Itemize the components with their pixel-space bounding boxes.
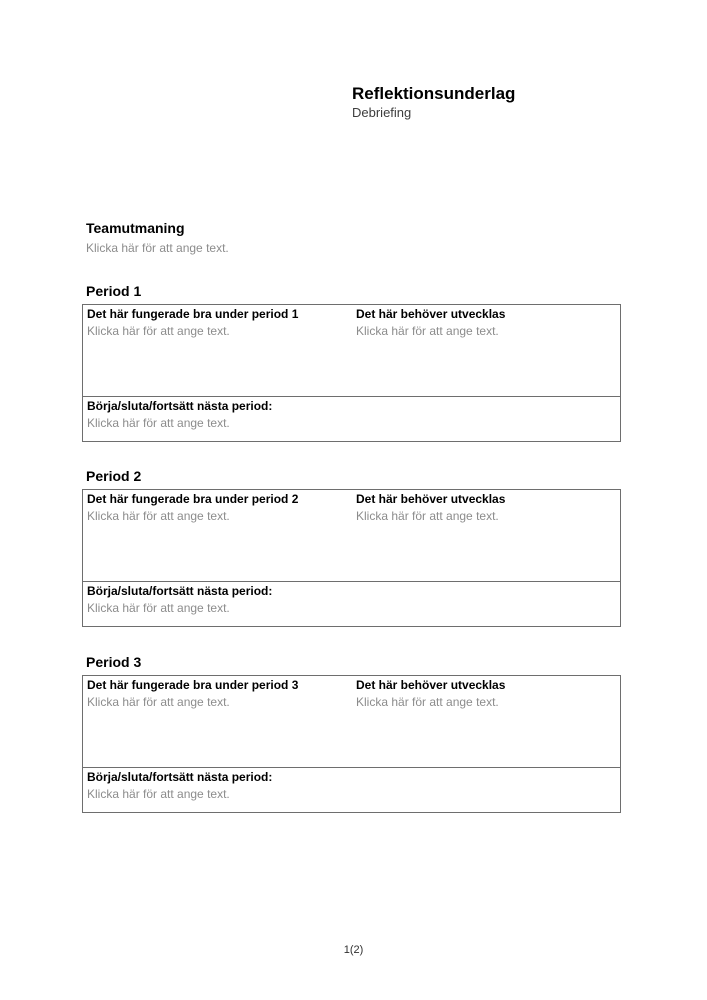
team-challenge-section (86, 220, 229, 255)
period-1-needs-development-header: Det här behöver utvecklas (356, 307, 506, 321)
period-2-start-stop-continue-header: Börja/sluta/fortsätt nästa period: (87, 584, 273, 598)
period-1-section (82, 283, 621, 442)
document-title: Reflektionsunderlag (352, 84, 516, 103)
period-1-table (82, 304, 621, 442)
team-challenge-heading: Teamutmaning (86, 220, 185, 236)
period-3-needs-development-placeholder[interactable]: Klicka här för att ange text. (356, 695, 499, 709)
period-1-heading: Period 1 (86, 283, 142, 299)
period-3-worked-well-header: Det här fungerade bra under period 3 (87, 678, 299, 692)
period-1-worked-well-cell (83, 305, 352, 396)
period-1-start-stop-continue-header: Börja/sluta/fortsätt nästa period: (87, 399, 273, 413)
document-subtitle: Debriefing (352, 105, 412, 120)
period-2-needs-development-placeholder[interactable]: Klicka här för att ange text. (356, 509, 499, 523)
period-3-start-stop-continue-placeholder[interactable]: Klicka här för att ange text. (87, 787, 230, 801)
period-2-start-stop-continue-placeholder[interactable]: Klicka här för att ange text. (87, 601, 230, 615)
period-3-top-row (83, 676, 620, 767)
period-3-start-stop-continue-cell (83, 767, 620, 812)
period-1-worked-well-placeholder[interactable]: Klicka här för att ange text. (87, 324, 230, 338)
period-2-start-stop-continue-cell (83, 581, 620, 626)
document-header (352, 84, 515, 121)
period-2-worked-well-cell (83, 490, 352, 581)
period-3-section (82, 654, 621, 813)
period-1-worked-well-header: Det här fungerade bra under period 1 (87, 307, 299, 321)
period-2-table (82, 489, 621, 627)
period-3-start-stop-continue-header: Börja/sluta/fortsätt nästa period: (87, 770, 273, 784)
period-3-heading: Period 3 (86, 654, 142, 670)
period-2-worked-well-header: Det här fungerade bra under period 2 (87, 492, 299, 506)
page-footer (0, 940, 707, 958)
team-challenge-placeholder[interactable]: Klicka här för att ange text. (86, 241, 229, 255)
period-1-start-stop-continue-placeholder[interactable]: Klicka här för att ange text. (87, 416, 230, 430)
period-2-needs-development-header: Det här behöver utvecklas (356, 492, 506, 506)
period-3-worked-well-cell (83, 676, 352, 767)
period-3-needs-development-cell (352, 676, 620, 767)
period-3-needs-development-header: Det här behöver utvecklas (356, 678, 506, 692)
period-2-needs-development-cell (352, 490, 620, 581)
period-1-needs-development-cell (352, 305, 620, 396)
period-3-table (82, 675, 621, 813)
period-1-top-row (83, 305, 620, 396)
period-2-heading: Period 2 (86, 468, 142, 484)
period-2-top-row (83, 490, 620, 581)
period-1-start-stop-continue-cell (83, 396, 620, 441)
page-number: 1(2) (343, 944, 364, 956)
period-2-section (82, 468, 621, 627)
period-3-worked-well-placeholder[interactable]: Klicka här för att ange text. (87, 695, 230, 709)
period-1-needs-development-placeholder[interactable]: Klicka här för att ange text. (356, 324, 499, 338)
period-2-worked-well-placeholder[interactable]: Klicka här för att ange text. (87, 509, 230, 523)
